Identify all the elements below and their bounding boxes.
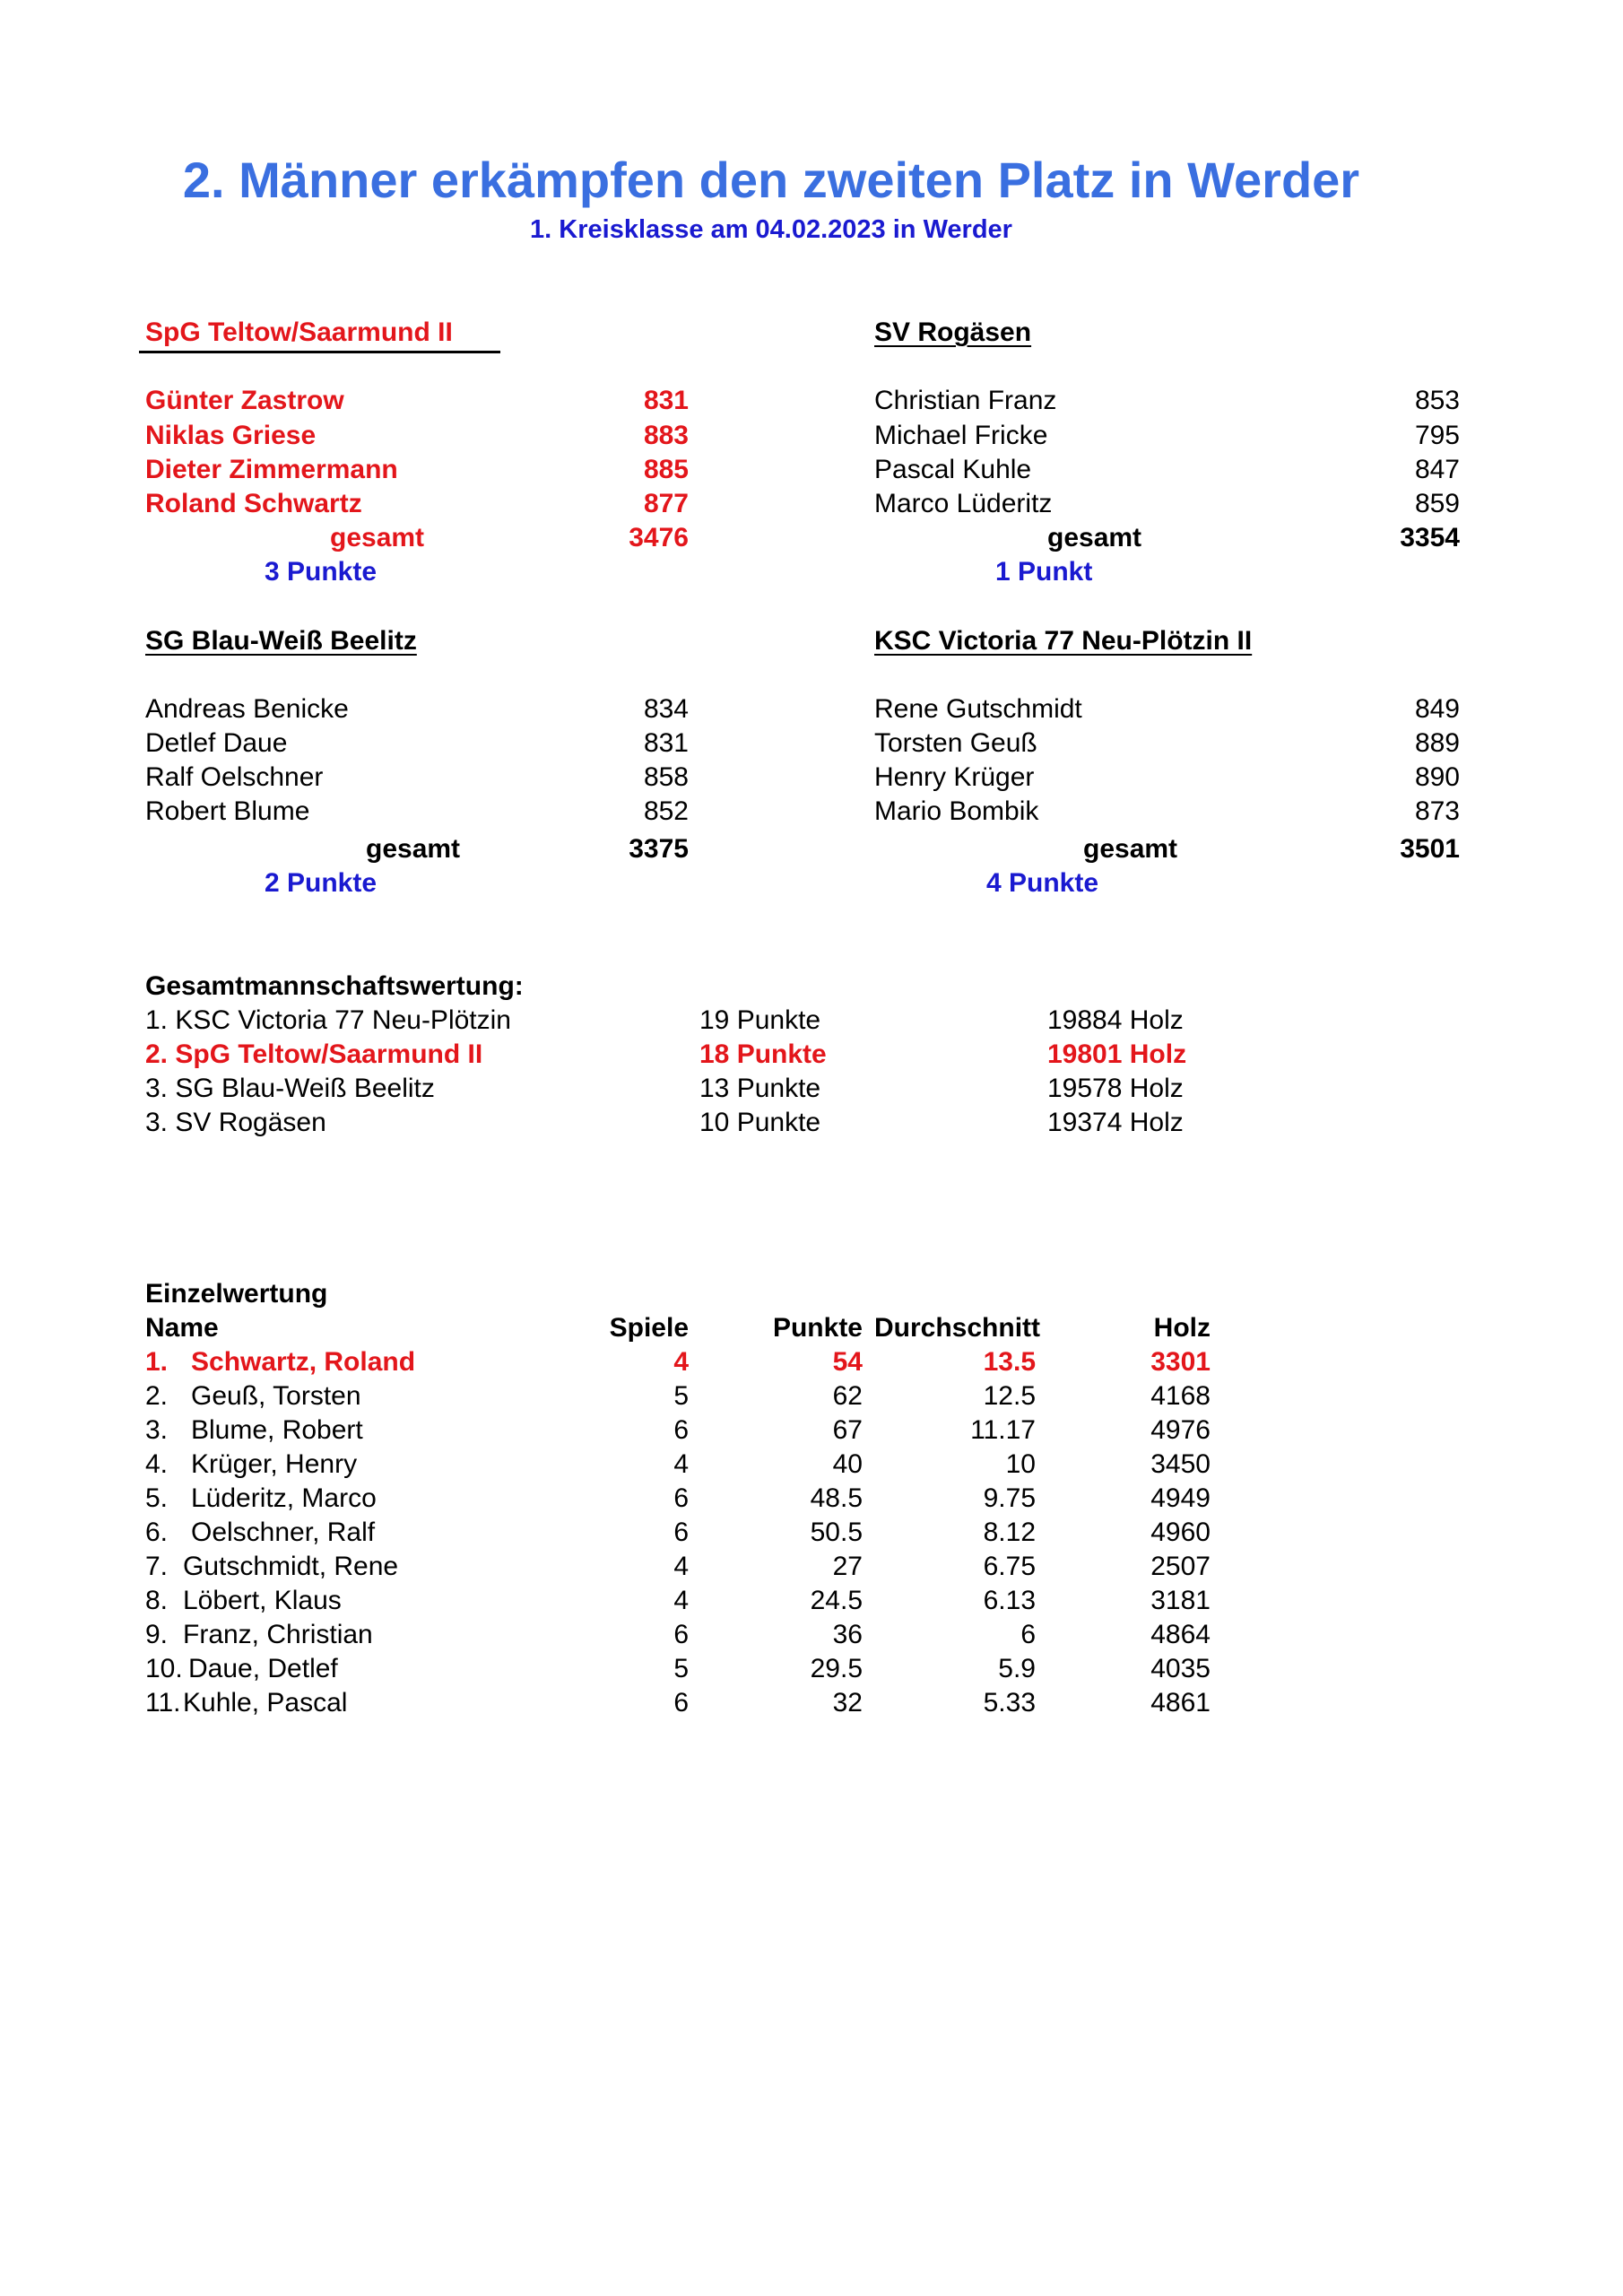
rank: 4. — [145, 1449, 169, 1479]
player-name: Mario Bombik — [874, 796, 1039, 826]
punkte: 48.5 — [810, 1483, 863, 1513]
col-header-durchschnitt: Durchschnitt — [874, 1313, 1040, 1343]
player-name: Gutschmidt, Rene — [183, 1552, 399, 1581]
rank: 11. — [145, 1688, 181, 1718]
holz: 4864 — [1150, 1620, 1211, 1649]
player-name: Andreas Benicke — [145, 694, 349, 724]
spiele: 4 — [673, 1586, 689, 1615]
player-score: 853 — [1414, 386, 1460, 415]
durchschnitt: 6.75 — [983, 1552, 1036, 1581]
durchschnitt: 9.75 — [983, 1483, 1036, 1513]
player-score: 885 — [643, 455, 689, 484]
total-score: 3476 — [629, 523, 689, 552]
standings-holz: 19884 Holz — [1047, 1005, 1184, 1035]
rank: 9. — [145, 1620, 169, 1649]
player-name: Pascal Kuhle — [874, 455, 1032, 484]
player-score: 873 — [1414, 796, 1460, 826]
spiele: 5 — [673, 1654, 689, 1683]
rank: 6. — [145, 1518, 169, 1547]
holz: 3450 — [1150, 1449, 1211, 1479]
match-points: 1 Punkt — [995, 557, 1093, 587]
durchschnitt: 8.12 — [983, 1518, 1036, 1547]
player-name: Michael Fricke — [874, 421, 1048, 450]
player-name: Christian Franz — [874, 386, 1057, 415]
punkte: 36 — [832, 1620, 863, 1649]
player-score: 849 — [1414, 694, 1460, 724]
player-name: Ralf Oelschner — [145, 762, 324, 792]
player-name: Franz, Christian — [183, 1620, 373, 1649]
standings-points: 10 Punkte — [699, 1108, 821, 1137]
total-score: 3354 — [1400, 523, 1460, 552]
standings-holz: 19374 Holz — [1047, 1108, 1184, 1137]
punkte: 50.5 — [810, 1518, 863, 1547]
standings-holz: 19801 Holz — [1047, 1039, 1187, 1069]
total-score: 3501 — [1400, 834, 1460, 864]
holz: 4861 — [1150, 1688, 1211, 1718]
punkte: 32 — [832, 1688, 863, 1718]
spiele: 6 — [673, 1415, 689, 1445]
total-label: gesamt — [330, 523, 425, 552]
durchschnitt: 5.33 — [983, 1688, 1036, 1718]
match-points: 2 Punkte — [265, 868, 378, 898]
match-points: 3 Punkte — [265, 557, 378, 587]
holz: 4035 — [1150, 1654, 1211, 1683]
player-name: Roland Schwartz — [145, 489, 362, 518]
spiele: 4 — [673, 1552, 689, 1581]
rank: 2. — [145, 1381, 169, 1411]
holz: 3301 — [1150, 1347, 1211, 1377]
spiele: 5 — [673, 1381, 689, 1411]
standings-team: 1. KSC Victoria 77 Neu-Plötzin — [145, 1005, 511, 1035]
rank: 10. — [145, 1654, 183, 1683]
player-name: Robert Blume — [145, 796, 310, 826]
spiele: 4 — [673, 1347, 689, 1377]
punkte: 27 — [832, 1552, 863, 1581]
durchschnitt: 13.5 — [983, 1347, 1036, 1377]
team-name: SG Blau-Weiß Beelitz — [145, 626, 417, 656]
team-name: SV Rogäsen — [874, 317, 1032, 347]
player-score: 795 — [1414, 421, 1460, 450]
total-score: 3375 — [629, 834, 689, 864]
player-name: Blume, Robert — [191, 1415, 363, 1445]
player-name: Günter Zastrow — [145, 386, 344, 415]
player-name: Oelschner, Ralf — [191, 1518, 376, 1547]
player-name: Lüderitz, Marco — [191, 1483, 377, 1513]
page-title: 2. Männer erkämpfen den zweiten Platz in Werder — [182, 152, 1360, 208]
player-score: 834 — [643, 694, 689, 724]
holz: 4976 — [1150, 1415, 1211, 1445]
player-name: Krüger, Henry — [191, 1449, 358, 1479]
spiele: 6 — [673, 1620, 689, 1649]
player-score: 890 — [1414, 762, 1460, 792]
rank: 5. — [145, 1483, 169, 1513]
spiele: 6 — [673, 1483, 689, 1513]
rank: 3. — [145, 1415, 169, 1445]
rank: 1. — [145, 1347, 169, 1377]
player-name: Geuß, Torsten — [191, 1381, 361, 1411]
player-name: Dieter Zimmermann — [145, 455, 398, 484]
rank: 7. — [145, 1552, 169, 1581]
durchschnitt: 6 — [1020, 1620, 1036, 1649]
individual-heading: Einzelwertung — [145, 1279, 328, 1309]
player-name: Niklas Griese — [145, 421, 317, 450]
page-subtitle: 1. Kreisklasse am 04.02.2023 in Werder — [530, 215, 1012, 244]
rank: 8. — [145, 1586, 169, 1615]
player-name: Daue, Detlef — [188, 1654, 338, 1683]
durchschnitt: 11.17 — [970, 1415, 1036, 1445]
team-name: KSC Victoria 77 Neu-Plötzin II — [874, 626, 1253, 656]
player-score: 831 — [643, 728, 689, 758]
standings-team: 3. SG Blau-Weiß Beelitz — [145, 1074, 435, 1103]
holz: 4168 — [1150, 1381, 1211, 1411]
col-header-holz: Holz — [1153, 1313, 1211, 1343]
col-header-spiele: Spiele — [609, 1313, 689, 1343]
player-name: Kuhle, Pascal — [183, 1688, 348, 1718]
match-points: 4 Punkte — [986, 868, 1099, 898]
player-name: Rene Gutschmidt — [874, 694, 1082, 724]
player-score: 877 — [643, 489, 689, 518]
durchschnitt: 10 — [1005, 1449, 1036, 1479]
punkte: 62 — [832, 1381, 863, 1411]
punkte: 40 — [832, 1449, 863, 1479]
player-name: Löbert, Klaus — [183, 1586, 342, 1615]
total-label: gesamt — [1083, 834, 1178, 864]
player-score: 852 — [643, 796, 689, 826]
punkte: 29.5 — [810, 1654, 863, 1683]
col-header-punkte: Punkte — [772, 1313, 863, 1343]
standings-team: 3. SV Rogäsen — [145, 1108, 326, 1137]
spiele: 6 — [673, 1688, 689, 1718]
durchschnitt: 6.13 — [983, 1586, 1036, 1615]
holz: 2507 — [1150, 1552, 1211, 1581]
player-name: Detlef Daue — [145, 728, 288, 758]
holz: 4960 — [1150, 1518, 1211, 1547]
standings-points: 19 Punkte — [699, 1005, 821, 1035]
player-score: 858 — [643, 762, 689, 792]
player-score: 883 — [643, 421, 689, 450]
holz: 3181 — [1150, 1586, 1211, 1615]
punkte: 24.5 — [810, 1586, 863, 1615]
spiele: 6 — [673, 1518, 689, 1547]
team-name: SpG Teltow/Saarmund II — [145, 317, 453, 347]
player-name: Torsten Geuß — [874, 728, 1037, 758]
spiele: 4 — [673, 1449, 689, 1479]
standings-points: 13 Punkte — [699, 1074, 821, 1103]
total-label: gesamt — [366, 834, 461, 864]
standings-holz: 19578 Holz — [1047, 1074, 1184, 1103]
player-score: 889 — [1414, 728, 1460, 758]
team-underline — [139, 351, 500, 353]
player-score: 831 — [643, 386, 689, 415]
player-name: Schwartz, Roland — [191, 1347, 416, 1377]
punkte: 54 — [832, 1347, 863, 1377]
punkte: 67 — [832, 1415, 863, 1445]
total-label: gesamt — [1047, 523, 1142, 552]
standings-team: 2. SpG Teltow/Saarmund II — [145, 1039, 483, 1069]
player-score: 859 — [1414, 489, 1460, 518]
player-score: 847 — [1414, 455, 1460, 484]
player-name: Marco Lüderitz — [874, 489, 1053, 518]
col-header-name: Name — [145, 1313, 219, 1343]
holz: 4949 — [1150, 1483, 1211, 1513]
durchschnitt: 12.5 — [983, 1381, 1036, 1411]
standings-heading: Gesamtmannschaftswertung: — [145, 971, 524, 1001]
player-name: Henry Krüger — [874, 762, 1035, 792]
durchschnitt: 5.9 — [998, 1654, 1036, 1683]
standings-points: 18 Punkte — [699, 1039, 827, 1069]
